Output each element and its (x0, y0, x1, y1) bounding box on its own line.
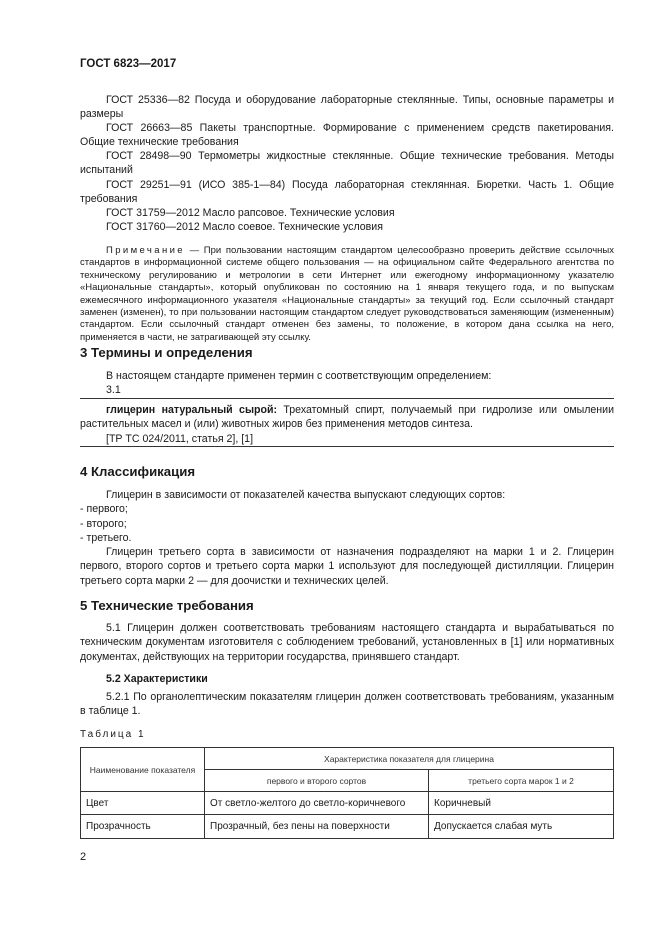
row-name: Цвет (81, 792, 205, 815)
section-4-intro: Глицерин в зависимости от показателей качества выпускают следующих сортов: (106, 489, 506, 501)
row-col-2: Коричневый (429, 792, 614, 815)
references-list (80, 93, 614, 234)
section-5-body (80, 621, 614, 664)
reference-item: ГОСТ 29251—91 (ИСО 385-1—84) Посуда лабораторная стеклянная. Бюретки. Часть 1. Общие требования (80, 178, 614, 205)
row-name: Прозрачность (81, 815, 205, 839)
table-caption: Таблица 1 (80, 729, 146, 740)
definition-source: [ТР ТС 024/2011, статья 2], [1] (106, 432, 254, 445)
header-col-2: третьего сорта марок 1 и 2 (429, 770, 614, 792)
clause-5-2-1: 5.2.1 По органолептическим показателям глицерин должен соответствовать требованиям, указанным в таблице 1. (80, 691, 614, 718)
note-label: Примечание (106, 245, 185, 256)
header-indicator-name: Наименование показателя (81, 748, 205, 792)
reference-item: ГОСТ 25336—82 Посуда и оборудование лабораторные стеклянные. Типы, основные параметры и размеры (80, 94, 614, 121)
reference-item: ГОСТ 28498—90 Термометры жидкостные стеклянные. Общие технические требования. Методы испытаний (80, 150, 614, 177)
header-col-1: первого и второго сортов (205, 770, 429, 792)
section-4-title: 4 Классификация (80, 464, 196, 479)
term-definition: Трехатомный спирт, получаемый при гидролизе или омылении растительных масел и (или) животных жиров без применения методов синтеза. (80, 404, 614, 431)
table-row (81, 792, 614, 815)
term-name: глицерин натуральный сырой: (106, 404, 277, 416)
definition-box (80, 398, 614, 447)
section-3-title: 3 Термины и определения (80, 345, 253, 360)
list-item: - первого; (80, 503, 128, 516)
table-row (81, 815, 614, 839)
row-col-1: Прозрачный, без пены на поверхности (205, 815, 429, 839)
note-text: — При пользовании настоящим стандартом целесообразно проверить действие ссылочных стандартов в информационной системе общего пользования — на официальном сайте Федерального агентства по техническому регулированию и метрологии в сети Интернет или ежегодному информационному указателю «Национальные стандарты», который опубликован по состоянию на 1 января текущего года, и по выпускам ежемесячного информационного указателя «Национальные стандарты» за текущий год. Если ссылочный стандарт заменен (изменен), то при пользовании настоящим стандартом следует руководствоваться заменяющим (измененным) стандартом. Если ссылочный стандарт отменен без замены, то положение, в котором дана ссылка на него, применяется в части, не затрагивающей эту ссылку. (80, 245, 614, 343)
reference-item: ГОСТ 31759—2012 Масло рапсовое. Технические условия (106, 206, 395, 219)
table-1 (80, 747, 614, 839)
note-block (80, 245, 614, 344)
section-3-body (80, 369, 614, 398)
term-number: 3.1 (106, 384, 121, 397)
reference-item: ГОСТ 26663—85 Пакеты транспортные. Формирование с применением средств пакетирования. Общие технические требования (80, 122, 614, 149)
row-col-1: От светло-желтого до светло-коричневого (205, 792, 429, 815)
subsection-5-2-title: 5.2 Характеристики (106, 673, 208, 685)
list-item: - второго; (80, 517, 127, 530)
list-item: - третьего. (80, 531, 132, 544)
document-code: ГОСТ 6823—2017 (80, 58, 177, 70)
reference-item: ГОСТ 31760—2012 Масло соевое. Технические условия (106, 220, 383, 233)
row-col-2: Допускается слабая муть (429, 815, 614, 839)
clause-5-2-1-body (80, 690, 614, 719)
clause-5-1: 5.1 Глицерин должен соответствовать требованиям настоящего стандарта и вырабатываться по техническим документам изготовителя с соблюдением требований, установленных в [1] или нормативных документах, действующих на территории государства, принявшего стандарт. (80, 622, 614, 663)
definition-text (80, 403, 614, 432)
page-number: 2 (80, 851, 87, 863)
section-4-body (80, 488, 614, 588)
section-5-title: 5 Технические требования (80, 598, 254, 613)
header-group: Характеристика показателя для глицерина (205, 748, 614, 770)
section-4-text: Глицерин третьего сорта в зависимости от назначения подразделяют на марки 1 и 2. Глицерин первого, второго сортов и третьего сорта марки 1 используют для последующей дистилляции. Глицерин третьего сорта марки 2 — для доочистки и технических целей. (80, 546, 614, 587)
section-3-intro: В настоящем стандарте применен термин с соответствующим определением: (106, 370, 492, 382)
